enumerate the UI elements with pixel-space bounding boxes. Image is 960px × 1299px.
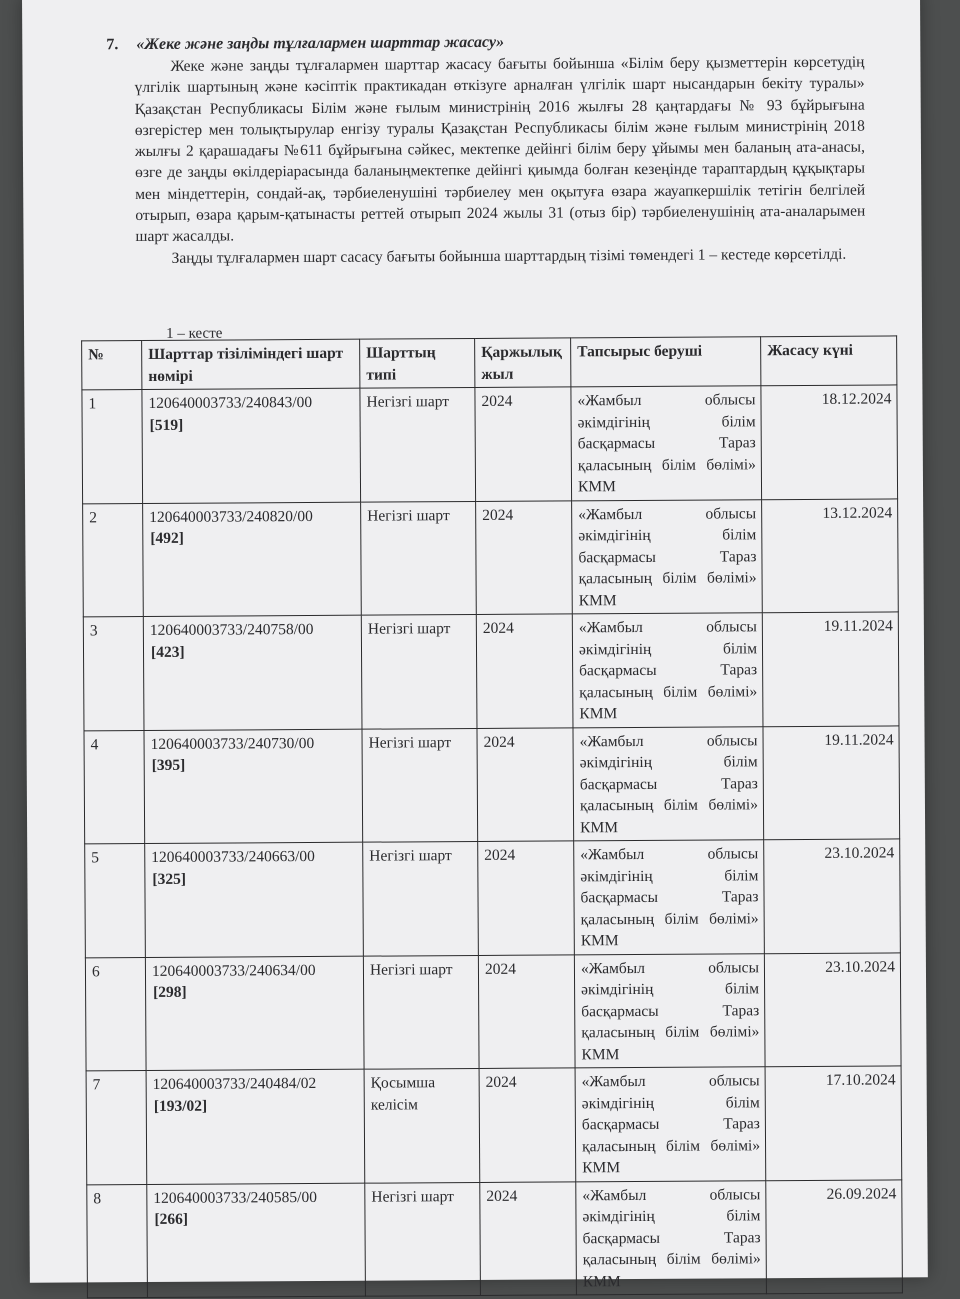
table-row: [84, 725, 900, 843]
registry-number-cell: [144, 729, 363, 844]
contract-type-cell: Негізгі шарт: [360, 387, 476, 501]
row-number-cell: 2: [83, 503, 144, 617]
client-cell: «Жамбыл облысы әкімдігінің білім басқармасы Тараз қаласының білім бөлімі» КММ: [572, 613, 763, 728]
row-number-cell: 3: [83, 617, 144, 731]
registry-number-cell: [143, 615, 362, 730]
fiscal-year-cell: 2024: [476, 614, 573, 728]
registry-subnumber: [519]: [149, 416, 184, 434]
registry-number-cell: [145, 956, 364, 1071]
header-contract-type: Шарттың типі: [360, 338, 475, 388]
registry-number-cell: [145, 842, 364, 957]
table-row: [85, 952, 901, 1070]
table-row: [86, 1066, 902, 1184]
row-number-cell: 4: [84, 730, 145, 844]
client-cell: «Жамбыл облысы әкімдігінің білім басқармасы Тараз қаласының білім бөлімі» КММ: [574, 953, 765, 1068]
date-cell: 19.11.2024: [762, 612, 899, 726]
registry-subnumber: [298]: [153, 983, 187, 1001]
table-row: [83, 498, 899, 616]
contract-type-cell: Негізгі шарт: [365, 1182, 481, 1296]
contract-type-cell: Негізгі шарт: [362, 728, 478, 842]
fiscal-year-cell: 2024: [479, 1068, 576, 1182]
table-header-row: [82, 336, 897, 390]
registry-subnumber: [395]: [151, 756, 186, 774]
date-cell: 18.12.2024: [761, 385, 898, 499]
registry-code: 120640003733/240634/00: [151, 961, 316, 980]
registry-code: 120640003733/240484/02: [152, 1074, 317, 1093]
paragraph-table-intro: Заңды тұлғалармен шарт сасасу бағыты бойынша шарттардың тізімі төмендегі 1 – кестеде көрсетілді.: [171, 245, 847, 267]
row-number-cell: 7: [86, 1071, 147, 1185]
registry-subnumber: [325]: [152, 870, 187, 888]
fiscal-year-cell: 2024: [478, 954, 575, 1068]
registry-subnumber: [492]: [150, 529, 184, 547]
contracts-table: [81, 335, 903, 1298]
client-cell: «Жамбыл облысы әкімдігінің білім басқармасы Тараз қаласының білім бөлімі» КММ: [576, 1180, 767, 1295]
row-number-cell: 5: [85, 844, 146, 958]
section-title: «Жеке және заңды тұлғалармен шарттар жасасу»: [136, 33, 505, 54]
registry-code: 120640003733/240820/00: [149, 507, 313, 526]
table-body: [82, 385, 903, 1298]
table-row: [87, 1179, 903, 1297]
fiscal-year-cell: 2024: [478, 841, 575, 955]
registry-code: 120640003733/240663/00: [151, 847, 315, 866]
document-page: [22, 0, 928, 1290]
contract-type-cell: Негізгі шарт: [363, 955, 479, 1069]
header-date: Жасасу күні: [761, 336, 897, 386]
fiscal-year-cell: 2024: [477, 727, 574, 841]
registry-code: 120640003733/240843/00: [148, 393, 313, 412]
registry-subnumber: [193/02]: [153, 1097, 208, 1115]
table-row: [83, 612, 899, 730]
row-number-cell: 1: [82, 390, 143, 504]
client-cell: «Жамбыл облысы әкімдігінің білім басқармасы Тараз қаласының білім бөлімі» КММ: [575, 1067, 766, 1182]
header-number: №: [82, 341, 142, 390]
date-cell: 19.11.2024: [763, 725, 900, 839]
registry-subnumber: [266]: [154, 1210, 189, 1228]
header-registry-number: Шарттар тізіліміндегі шарт нөмірі: [142, 339, 360, 389]
registry-number-cell: [147, 1183, 366, 1298]
contract-type-cell: Негізгі шарт: [361, 501, 477, 615]
contract-type-cell: Қосымша келісім: [364, 1068, 480, 1182]
client-cell: «Жамбыл облысы әкімдігінің білім басқармасы Тараз қаласының білім бөлімі» КММ: [573, 726, 764, 841]
paragraph-contracts-description: Жеке және заңды тұлғалармен шарттар жасасу бағыты бойынша «Білім беру қызметтерін көрсетудің үлгілік шартының және кәсіптік практикадан өткізуге арналған үлгілік шарт нысандарын бекіту туралы» Қазақстан Республикасы Білім және ғылым министрінің 2016 жылғы 28 қаңтардағы № 93 бұйрығына өзгерістер мен толықтырулар енгізу туралы Қазақстан Республикасы білім және ғылым министрінің 2018 жылғы 2 қарашадағы №611 бұйрығына сәйкес, мектепке дейінгі білім беру ұйымы мен баланың ата-анасы, өзге де заңды өкілдеріарасында баланыңмектепке дейінгі қиымда болған кезеңінде тараптардың құқықтары мен міндеттерін, сондай-ақ, тәрбиеленушіні тәрбиелеу мен оқытуға өзара жауапкершілік тетігін белгілей отырып, өзара қарым-қатынасты реттей отырып 2024 жылы 31 (отыз бір) тәрбиеленушінің ата-аналарымен шарт жасалды.: [134, 53, 866, 246]
row-number-cell: 6: [85, 957, 146, 1071]
client-cell: «Жамбыл облысы әкімдігінің білім басқармасы Тараз қаласының білім бөлімі» КММ: [571, 386, 762, 501]
registry-code: 120640003733/240758/00: [149, 620, 314, 639]
table-caption: 1 – кесте: [166, 325, 223, 342]
client-cell: «Жамбыл облысы әкімдігінің білім басқармасы Тараз қаласының білім бөлімі» КММ: [574, 840, 765, 955]
fiscal-year-cell: 2024: [476, 500, 573, 614]
fiscal-year-cell: 2024: [475, 387, 572, 501]
section-number: 7.: [106, 36, 119, 54]
date-cell: 23.10.2024: [764, 952, 901, 1066]
section-body: [134, 52, 865, 269]
client-cell: «Жамбыл облысы әкімдігінің білім басқармасы Тараз қаласының білім бөлімі» КММ: [572, 499, 763, 614]
registry-number-cell: [146, 1069, 365, 1184]
registry-number-cell: [142, 388, 361, 503]
date-cell: 13.12.2024: [762, 498, 899, 612]
contract-type-cell: Негізгі шарт: [363, 841, 479, 955]
row-number-cell: 8: [87, 1184, 148, 1298]
header-client: Тапсырыс беруші: [571, 337, 761, 387]
header-fiscal-year: Қаржылық жыл: [475, 338, 571, 388]
registry-subnumber: [423]: [150, 643, 185, 661]
section-heading: [106, 31, 886, 54]
registry-number-cell: [143, 502, 362, 617]
fiscal-year-cell: 2024: [480, 1181, 577, 1295]
date-cell: 17.10.2024: [765, 1066, 902, 1180]
table-row: [82, 385, 898, 503]
table-row: [85, 839, 901, 957]
registry-code: 120640003733/240585/00: [153, 1188, 318, 1207]
date-cell: 26.09.2024: [766, 1179, 903, 1293]
contract-type-cell: Негізгі шарт: [361, 614, 477, 728]
registry-code: 120640003733/240730/00: [150, 734, 315, 753]
date-cell: 23.10.2024: [764, 839, 901, 953]
